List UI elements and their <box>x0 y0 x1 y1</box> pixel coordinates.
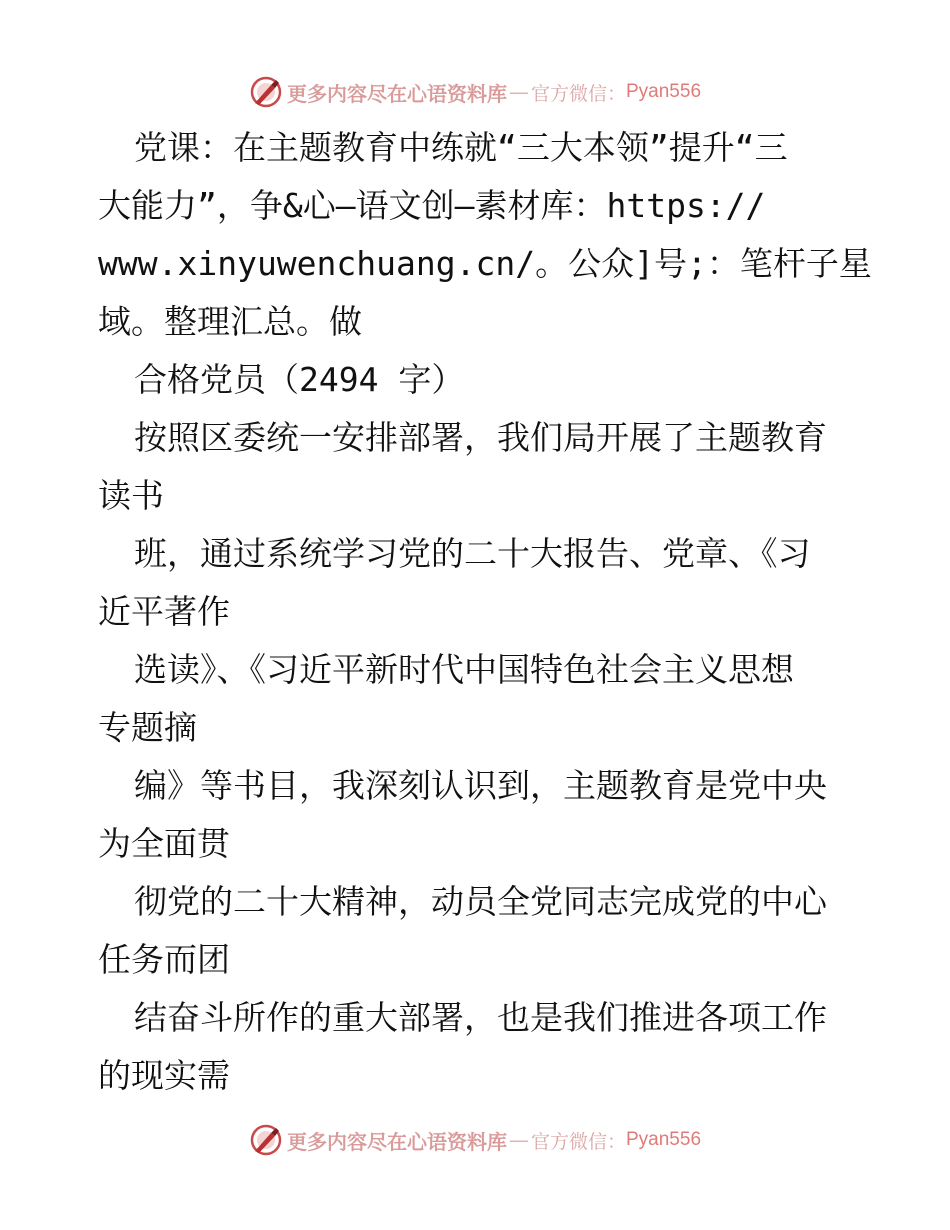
banner-dash: — <box>508 80 529 104</box>
text-line: 结奋斗所作的重大部署，也是我们推进各项工作 <box>134 998 827 1037</box>
banner-official-label: 官方微信： <box>530 1130 626 1153</box>
text-line: 按照区委统一安排部署，我们局开展了主题教育 <box>134 418 827 457</box>
pen-logo-icon <box>249 1123 283 1157</box>
text-line: 域。整理汇总。做 <box>98 302 362 341</box>
banner-dash: — <box>508 1128 529 1152</box>
banner-title: 更多内容尽在心语资料库 <box>286 1129 507 1154</box>
banner-wechat-id: Pyan556 <box>626 1129 702 1150</box>
text-line: 彻党的二十大精神，动员全党同志完成党的中心 <box>134 882 827 921</box>
banner-official-label: 官方微信： <box>530 82 626 105</box>
text-line: 编》等书目，我深刻认识到，主题教育是党中央 <box>134 766 827 805</box>
text-line: 为全面贯 <box>98 824 230 863</box>
footer-banner <box>0 1120 950 1160</box>
text-line: 任务而团 <box>98 940 230 979</box>
text-line: 近平著作 <box>98 592 230 631</box>
banner-title: 更多内容尽在心语资料库 <box>286 81 507 106</box>
text-line: 大能力”，争&心—语文创—素材库：https:// <box>98 186 766 225</box>
text-line: 的现实需 <box>98 1056 230 1095</box>
text-line: 选读》、《习近平新时代中国特色社会主义思想 <box>134 650 794 689</box>
header-banner <box>0 72 950 112</box>
pen-logo-icon <box>249 75 283 109</box>
text-line: 合格党员（2494 字） <box>134 360 465 399</box>
text-line: www.xinyuwenchuang.cn/。公众]号;：笔杆子星 <box>98 244 872 283</box>
banner-wechat-id: Pyan556 <box>626 81 702 102</box>
document-body <box>98 119 872 1105</box>
text-line: 党课：在主题教育中练就“三大本领”提升“三 <box>134 128 788 167</box>
text-line: 专题摘 <box>98 708 197 747</box>
text-line: 读书 <box>98 476 164 515</box>
text-line: 班，通过系统学习党的二十大报告、党章、《习 <box>134 534 811 573</box>
